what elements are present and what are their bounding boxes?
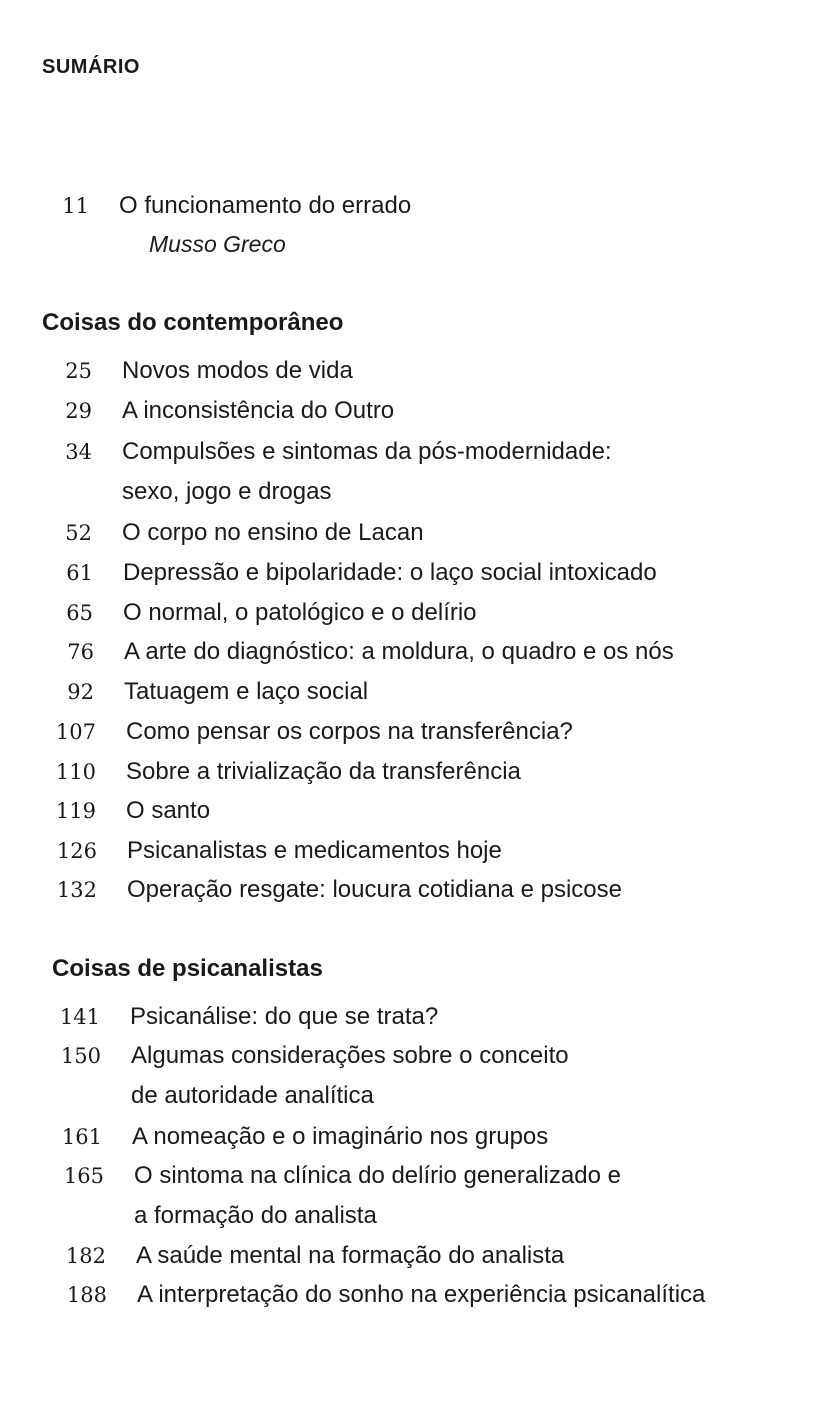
toc-page-number: 92	[67, 680, 94, 704]
toc-entry-title: Psicanalistas e medicamentos hoje	[127, 837, 502, 864]
toc-entry-title: Psicanálise: do que se trata?	[130, 1003, 439, 1030]
toc-entry-title: A arte do diagnóstico: a moldura, o quadro e os nós	[124, 638, 674, 665]
toc-page-number: 126	[56, 839, 97, 863]
toc-entry-title: Sobre a trivialização da transferência	[126, 758, 521, 785]
toc-page-number: 25	[65, 359, 92, 383]
toc-entry-title-continued: a formação do analista	[134, 1202, 377, 1229]
toc-entry-title: O normal, o patológico e o delírio	[123, 599, 477, 626]
toc-entry-title: Operação resgate: loucura cotidiana e psicose	[127, 876, 622, 903]
toc-entry	[56, 870, 622, 910]
section-title-contemporaneo: Coisas do contemporâneo	[42, 309, 344, 336]
toc-entry	[66, 1275, 706, 1315]
toc-entry-title: O sintoma na clínica do delírio generalizado e	[134, 1162, 621, 1189]
toc-entry	[65, 391, 395, 431]
toc-entry	[55, 791, 211, 831]
toc-page-number: 34	[65, 440, 92, 464]
toc-entry-author: Musso Greco	[149, 231, 286, 257]
toc-page-number: 141	[59, 1005, 100, 1029]
toc-entry	[63, 1156, 621, 1229]
toc-entry	[59, 997, 439, 1037]
toc-entry	[61, 1117, 549, 1157]
section-title-psicanalistas: Coisas de psicanalistas	[52, 955, 323, 982]
toc-page-number: 165	[63, 1164, 104, 1188]
toc-page-number: 188	[66, 1283, 107, 1307]
toc-entry-title: Como pensar os corpos na transferência?	[126, 718, 573, 745]
toc-page-number: 11	[62, 194, 89, 218]
toc-entry	[65, 513, 424, 553]
toc-entry	[55, 752, 521, 792]
toc-entry-title-continued: de autoridade analítica	[131, 1082, 374, 1109]
toc-entry-title: Compulsões e sintomas da pós-modernidade:	[122, 438, 612, 465]
toc-page-number: 52	[65, 521, 92, 545]
toc-page-number: 107	[55, 720, 96, 744]
toc-entry	[65, 432, 612, 505]
toc-entry	[66, 553, 657, 593]
toc-entry-title: O funcionamento do errado	[119, 192, 412, 219]
toc-entry-title: A nomeação e o imaginário nos grupos	[132, 1123, 549, 1150]
toc-page-number: 161	[61, 1125, 102, 1149]
toc-entry	[55, 712, 573, 752]
toc-entry-title: O corpo no ensino de Lacan	[122, 519, 424, 546]
toc-entry	[67, 632, 674, 672]
toc-entry	[56, 831, 502, 871]
page-heading: SUMÁRIO	[42, 56, 140, 78]
toc-entry-title: Algumas considerações sobre o conceito	[131, 1042, 569, 1069]
toc-page-number: 182	[65, 1244, 106, 1268]
toc-entry-title: O santo	[126, 797, 211, 824]
toc-page-number: 29	[65, 399, 92, 423]
toc-entry-title: A interpretação do sonho na experiência psicanalítica	[137, 1281, 706, 1308]
toc-entry-title: A inconsistência do Outro	[122, 397, 395, 424]
toc-page-number: 61	[66, 561, 93, 585]
toc-page-number: 150	[60, 1044, 101, 1068]
toc-entry-title-continued: sexo, jogo e drogas	[122, 478, 332, 505]
toc-entry	[66, 593, 477, 633]
toc-entry	[60, 1036, 569, 1109]
toc-entry	[65, 1236, 565, 1276]
toc-page-number: 119	[55, 799, 96, 823]
toc-entry	[67, 672, 369, 712]
toc-page-number: 110	[55, 760, 96, 784]
toc-entry	[65, 351, 353, 391]
toc-entry-title: Novos modos de vida	[122, 357, 353, 384]
toc-page-number: 132	[56, 878, 97, 902]
toc-page-number: 76	[67, 640, 94, 664]
toc-entry-title: Depressão e bipolaridade: o laço social intoxicado	[123, 559, 657, 586]
toc-entry-title: Tatuagem e laço social	[124, 678, 369, 705]
toc-entry-intro	[62, 186, 412, 257]
toc-entry-title: A saúde mental na formação do analista	[136, 1242, 565, 1269]
toc-page-number: 65	[66, 601, 93, 625]
